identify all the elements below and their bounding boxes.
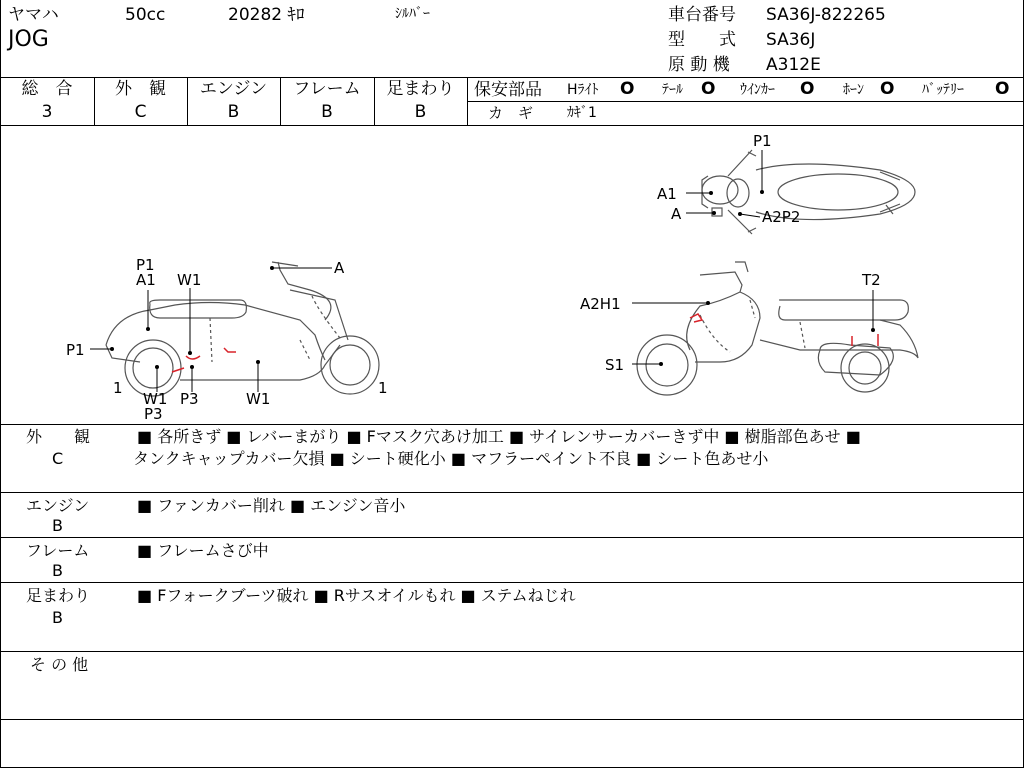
divider — [0, 651, 1024, 652]
key-value: ｶｷﾞ1 — [567, 105, 597, 121]
marker-dot — [712, 211, 716, 215]
damage-mark — [224, 348, 236, 352]
section-suspension-line-1: ■ Fフォークブーツ破れ ■ Rサスオイルもれ ■ ステムねじれ — [137, 586, 576, 605]
section-exterior-label: 外 観 — [26, 427, 91, 446]
section-exterior-line-1: ■ 各所きず ■ レバーまがり ■ Fマスク穴あけ加工 ■ サイレンサーカバーきず中 ■ 樹脂部色あせ ■ — [137, 427, 861, 446]
right-label-t2: T2 — [862, 271, 881, 289]
key-label: カ ギ — [488, 104, 534, 122]
left-label-p3: P3 — [180, 390, 199, 408]
left-label-w1-floor: W1 — [246, 390, 271, 408]
safety-horn-status: O — [880, 79, 895, 99]
left-label-p3-wheel: P3 — [144, 405, 163, 423]
scooter-top-view — [702, 150, 915, 234]
marker-dot — [270, 266, 274, 270]
rating-overall-value: 3 — [41, 102, 53, 122]
rating-suspension-value: B — [414, 102, 427, 122]
safety-battery-status: O — [995, 79, 1010, 99]
safety-taillight-status: O — [701, 79, 716, 99]
body-color: ｼﾙﾊﾞｰ — [395, 6, 430, 22]
rating-frame-label: フレーム — [293, 79, 361, 99]
damage-diagram — [0, 126, 1024, 424]
safety-parts-title: 保安部品 — [474, 80, 542, 100]
left-label-p1-rear: P1 — [66, 341, 85, 359]
safety-winker-label: ｳｲﾝｶｰ — [740, 82, 775, 98]
left-label-p1: P1 — [136, 256, 155, 274]
rating-frame-value: B — [321, 102, 333, 122]
top-label-a1: A1 — [657, 185, 677, 203]
type-label: 型 式 — [668, 30, 736, 50]
rating-exterior-value: C — [134, 102, 147, 122]
section-suspension-label: 足まわり — [26, 586, 91, 605]
top-label-a: A — [671, 205, 682, 223]
divider — [468, 101, 1024, 102]
marker-dot — [188, 351, 192, 355]
left-label-w1-wheel: W1 — [143, 390, 168, 408]
left-label-w1: W1 — [177, 271, 202, 289]
engine-label: 原 動 機 — [668, 55, 730, 75]
marker-dot — [738, 212, 742, 216]
frame-number-label: 車台番号 — [668, 5, 736, 25]
left-label-1-front: 1 — [378, 379, 388, 397]
section-engine-line-1: ■ ファンカバー削れ ■ エンジン音小 — [137, 496, 406, 515]
marker-dot — [155, 365, 159, 369]
marker-dot — [190, 365, 194, 369]
marker-dot — [659, 362, 663, 366]
marker-dot — [146, 327, 150, 331]
damage-mark — [186, 356, 200, 359]
section-engine-grade: B — [52, 516, 63, 535]
marker-dot — [709, 191, 713, 195]
section-frame-label: フレーム — [26, 541, 90, 560]
section-frame-grade: B — [52, 561, 63, 580]
marker-dot — [256, 360, 260, 364]
mileage: 20282 ｷﾛ — [228, 5, 305, 25]
marker-dot — [706, 301, 710, 305]
divider — [0, 537, 1024, 538]
frame-number: SA36J-822265 — [766, 5, 886, 25]
model-name: JOG — [8, 27, 49, 52]
maker-name: ヤマハ — [8, 5, 59, 25]
right-label-a2h1: A2H1 — [580, 295, 621, 313]
safety-battery-label: ﾊﾞｯﾃﾘｰ — [922, 82, 964, 98]
section-other-label: そ の 他 — [30, 655, 89, 674]
marker-dot — [760, 190, 764, 194]
section-frame-line-1: ■ フレームさび中 — [137, 541, 269, 560]
top-label-a2p2: A2P2 — [762, 208, 801, 226]
type-value: SA36J — [766, 30, 816, 50]
rating-suspension-label: 足まわり — [386, 79, 455, 99]
divider — [0, 77, 1024, 78]
safety-horn-label: ﾎｰﾝ — [843, 82, 864, 98]
left-label-a1: A1 — [136, 271, 156, 289]
safety-headlight-label: Hﾗｲﾄ — [567, 82, 599, 98]
rating-overall-label: 総 合 — [21, 79, 73, 99]
section-exterior-grade: C — [52, 449, 64, 468]
section-exterior-line-2: タンクキャップカバー欠損 ■ シート硬化小 ■ マフラーペイント不良 ■ シート色あせ小 — [133, 449, 769, 468]
top-label-p1: P1 — [753, 132, 772, 150]
right-label-s1: S1 — [605, 356, 625, 374]
divider — [467, 77, 468, 125]
marker-dot — [871, 328, 875, 332]
divider — [0, 582, 1024, 583]
left-label-1-rear: 1 — [113, 379, 123, 397]
divider — [0, 719, 1024, 720]
divider — [0, 424, 1024, 425]
displacement: 50cc — [125, 5, 166, 25]
safety-headlight-status: O — [620, 79, 635, 99]
marker-dot — [110, 347, 114, 351]
safety-winker-status: O — [800, 79, 815, 99]
damage-mark — [172, 368, 184, 372]
rating-engine-value: B — [227, 102, 240, 122]
section-suspension-grade: B — [52, 608, 63, 627]
rating-exterior-label: 外 観 — [115, 79, 166, 99]
engine-value: A312E — [766, 55, 821, 75]
section-engine-label: エンジン — [26, 496, 90, 515]
divider — [0, 492, 1024, 493]
safety-taillight-label: ﾃｰﾙ — [662, 82, 683, 98]
rating-engine-label: エンジン — [199, 79, 268, 99]
leader-line — [740, 214, 760, 217]
left-label-a: A — [334, 259, 345, 277]
